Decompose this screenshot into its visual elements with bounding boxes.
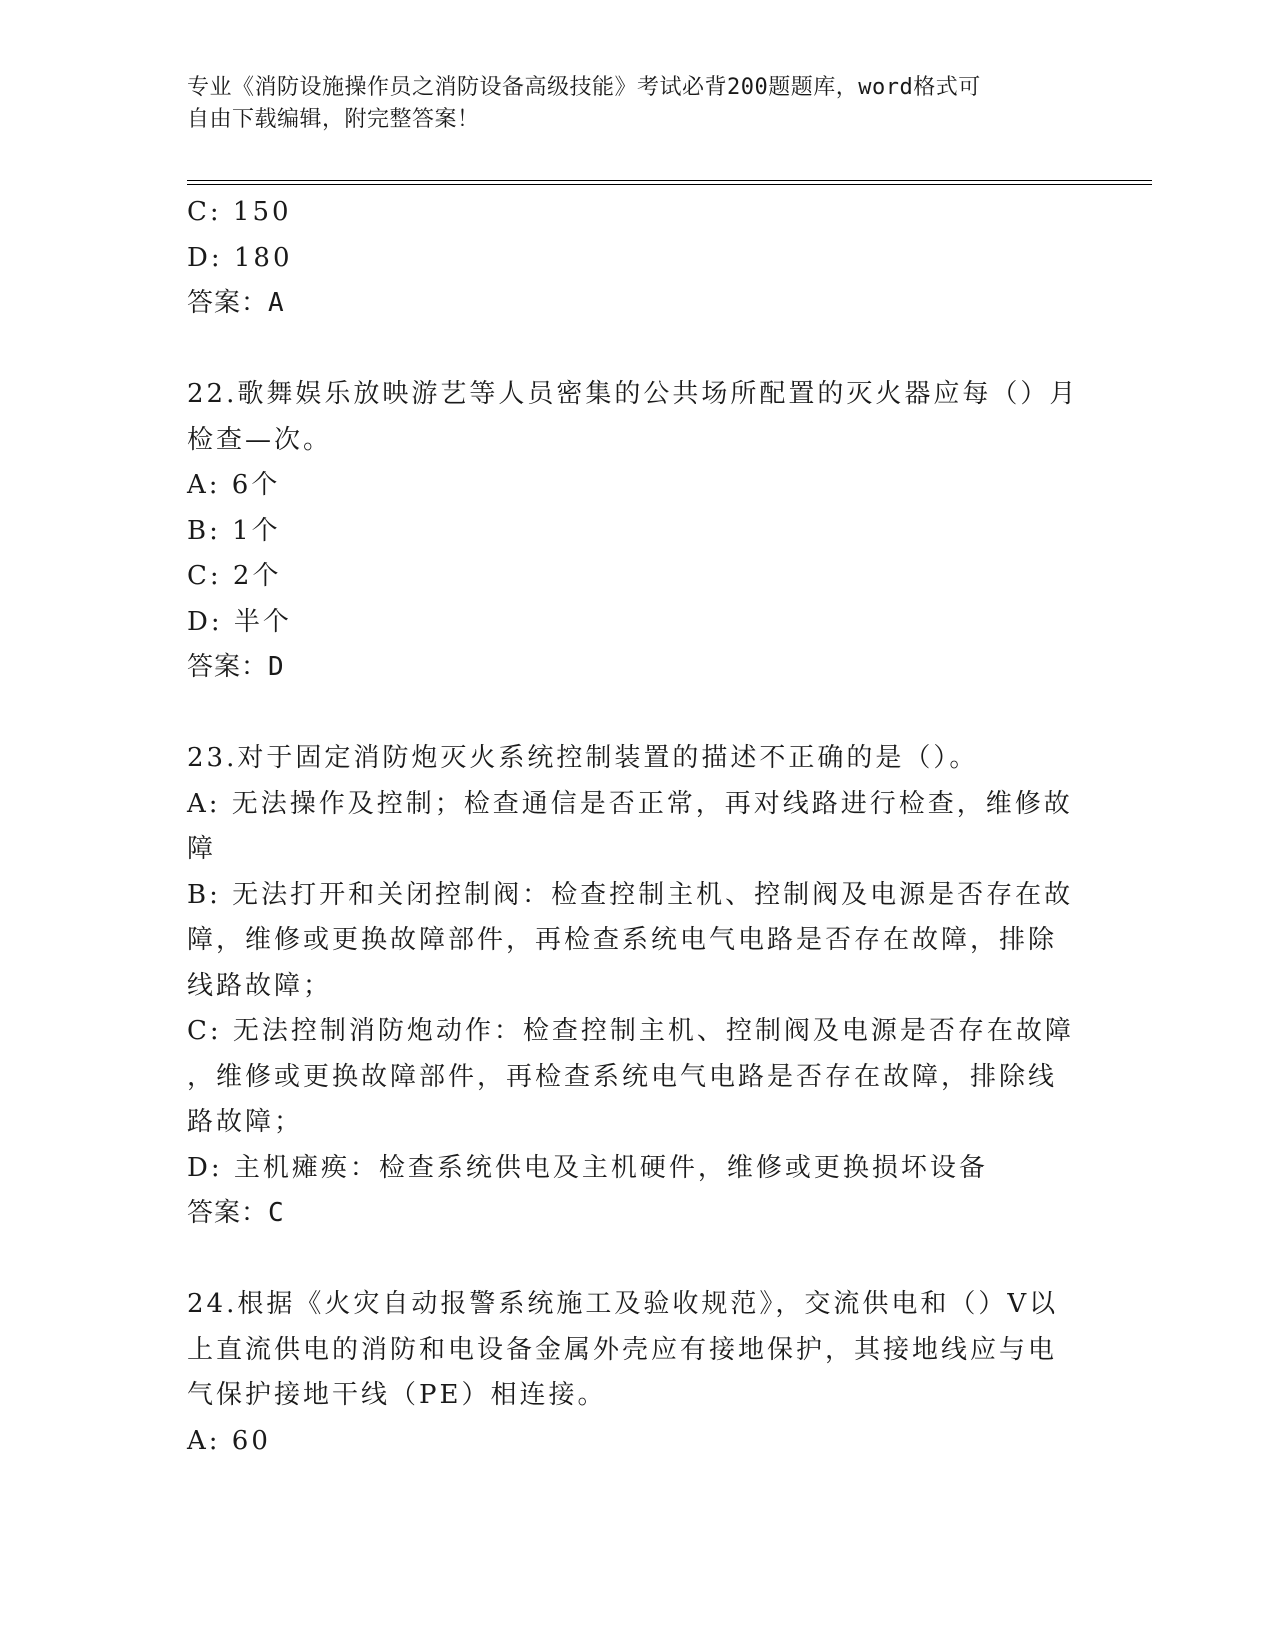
answer-line: 答案：C: [187, 1198, 285, 1228]
text-line: 23.对于固定消防炮灭火系统控制装置的描述不正确的是（）。: [187, 743, 979, 773]
header-line-2: 自由下载编辑，附完整答案！: [187, 107, 480, 132]
header-divider-top: [187, 180, 1152, 181]
text-line: 检查—次。: [187, 424, 333, 455]
text-line: A: 无法操作及控制；检查通信是否正常，再对线路进行检查，维修故: [187, 788, 1073, 819]
text-line: 24.根据《火灾自动报警系统施工及验收规范》，交流供电和（）V以: [187, 1289, 1059, 1319]
text-line: C: 无法控制消防炮动作：检查控制主机、控制阀及电源是否存在故障: [187, 1016, 1074, 1046]
text-line: 障，维修或更换故障部件，再检查系统电气电路是否存在故障，排除: [187, 925, 1058, 955]
answer-line: 答案：D: [187, 652, 285, 682]
text-line: 22.歌舞娱乐放映游艺等人员密集的公共场所配置的灭火器应每（）月: [187, 379, 1079, 409]
question-content: [187, 190, 1077, 1464]
text-line: ，维修或更换故障部件，再检查系统电气电路是否存在故障，排除线: [187, 1061, 1058, 1092]
text-line: 上直流供电的消防和电设备金属外壳应有接地保护，其接地线应与电: [187, 1334, 1058, 1365]
text-line: A: 60: [187, 1425, 271, 1456]
text-line: 气保护接地干线（PE）相连接。: [187, 1380, 607, 1410]
paragraph-gap: [187, 1237, 1077, 1283]
document-header: [187, 72, 1067, 136]
text-line: D: 主机瘫痪：检查系统供电及主机硬件，维修或更换损坏设备: [187, 1152, 988, 1183]
text-line: B: 1个: [187, 515, 281, 546]
text-line: B: 无法打开和关闭控制阀：检查控制主机、控制阀及电源是否存在故: [187, 879, 1074, 910]
text-line: C: 150: [187, 197, 292, 227]
text-line: A: 6个: [187, 470, 281, 500]
text-line: D: 180: [187, 242, 293, 273]
text-line: 路故障；: [187, 1107, 304, 1137]
answer-line: 答案：A: [187, 288, 285, 318]
text-line: 线路故障；: [187, 970, 333, 1001]
paragraph-gap: [187, 327, 1077, 373]
header-divider-bottom: [187, 184, 1152, 185]
text-line: C: 2个: [187, 561, 282, 591]
text-line: D: 半个: [187, 606, 292, 637]
paragraph-gap: [187, 691, 1077, 737]
text-line: 障: [187, 834, 217, 864]
header-line-1: 专业《消防设施操作员之消防设备高级技能》考试必背200题题库，word格式可: [187, 75, 981, 100]
